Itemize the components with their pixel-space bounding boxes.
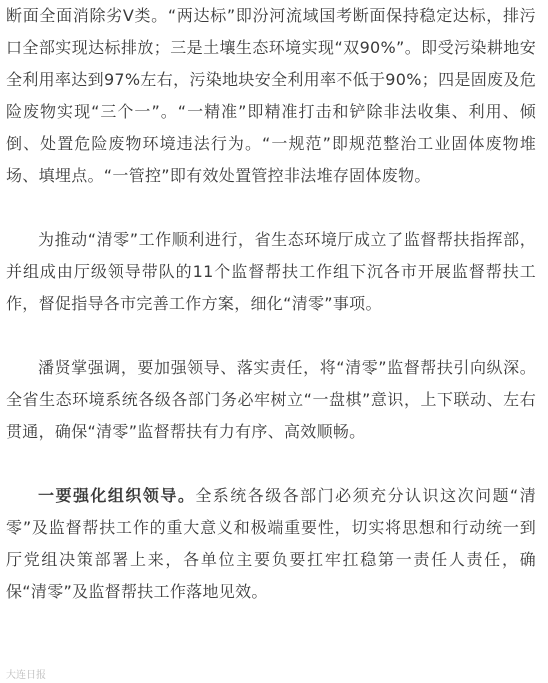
watermark-logo [6,666,46,681]
watermark-text: 大连日报 [6,670,46,681]
paragraph-2: 为推动“清零”工作顺利进行，省生态环境厅成立了监督帮扶指挥部，并组成由厅级领导带队的11个监督帮扶工作组下沉各市开展监督帮扶工作，督促指导各市完善工作方案，细化“清零”事项。 [6,230,536,313]
paragraph-4 [6,480,536,608]
paragraph-3: 潘贤掌强调，要加强领导、落实责任，将“清零”监督帮扶引向纵深。全省生态环境系统各级各部门务必牢树立“一盘棋”意识，上下联动、左右贯通，确保“清零”监督帮扶有力有序、高效顺畅。 [6,358,536,441]
paragraph-1: 断面全面消除劣Ⅴ类。“两达标”即汾河流域国考断面保持稳定达标，排污口全部实现达标排放；三是土壤生态环境实现“双90%”。即受污染耕地安全利用率达到97%左右，污染地块安全利用率不低于90%；四是固废及危险废物实现“三个一”。“一精准”即精准打击和铲除非法收集、利用、倾倒、处置危险废物环境违法行为。“一规范”即规范整治工业固体废物堆场、填埋点。“一管控”即有效处置管控非法堆存固体废物。 [6,6,536,185]
paragraph-4-lead: 一要强化组织领导。 [38,486,196,505]
article-body [6,0,536,640]
paragraph-4-body: 全系统各级各部门必须充分认识这次问题“清零”及监督帮扶工作的重大意义和极端重要性，切实将思想和行动统一到厅党组决策部署上来，各单位主要负要扛牢扛稳第一责任人责任，确保“清零”及监督帮扶工作落地见效。 [6,486,536,601]
